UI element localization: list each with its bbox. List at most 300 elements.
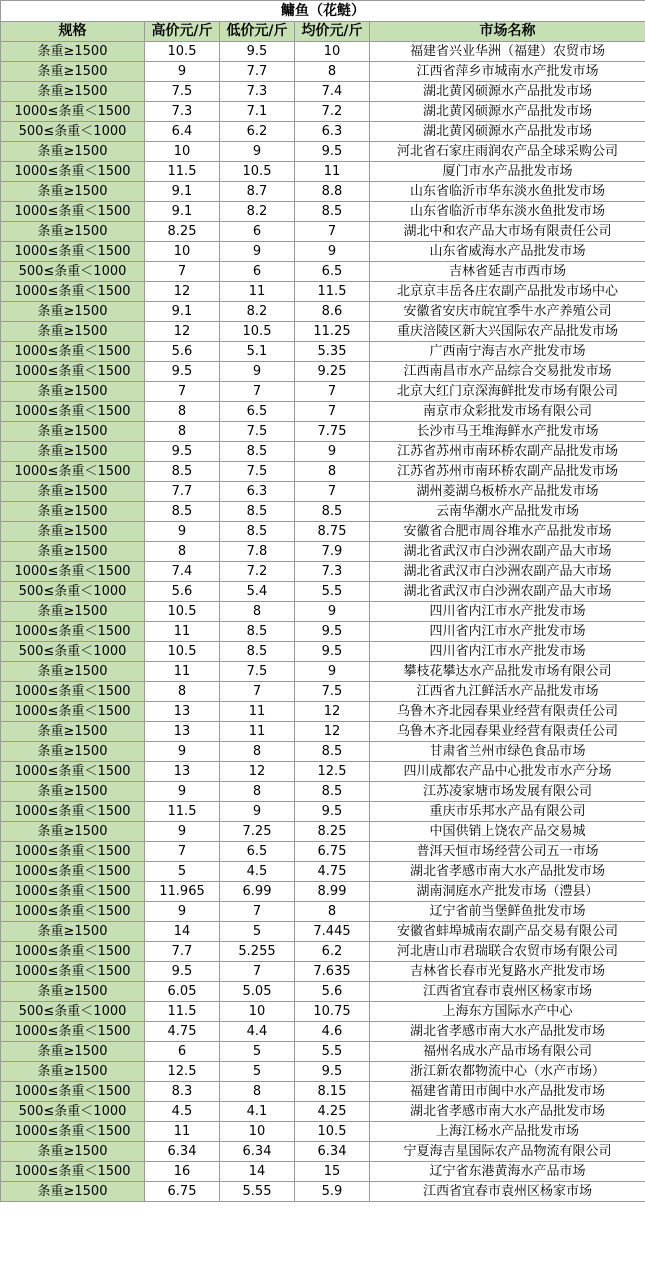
table-row — [1, 422, 645, 442]
high-price-cell: 11.5 — [145, 1002, 220, 1022]
avg-price-cell: 8 — [295, 902, 370, 922]
low-price-cell: 5 — [220, 922, 295, 942]
spec-cell: 条重≥1500 — [1, 662, 145, 682]
market-name-cell: 厦门市水产品批发市场 — [370, 162, 645, 182]
high-price-cell: 5.6 — [145, 582, 220, 602]
spec-cell: 条重≥1500 — [1, 1142, 145, 1162]
market-name-cell: 湖北省孝感市南大水产品批发市场 — [370, 1102, 645, 1122]
spec-cell: 1000≤条重＜1500 — [1, 562, 145, 582]
high-price-cell: 14 — [145, 922, 220, 942]
table-row — [1, 842, 645, 862]
low-price-cell: 5 — [220, 1062, 295, 1082]
market-name-cell: 吉林省长春市光复路水产批发市场 — [370, 962, 645, 982]
table-row — [1, 262, 645, 282]
table-row — [1, 982, 645, 1002]
market-name-cell: 江苏省苏州市南环桥农副产品批发市场 — [370, 462, 645, 482]
table-row — [1, 662, 645, 682]
low-price-cell: 6 — [220, 222, 295, 242]
high-price-cell: 9.1 — [145, 182, 220, 202]
table-row — [1, 482, 645, 502]
table-row — [1, 1082, 645, 1102]
header-high-price: 高价元/斤 — [145, 22, 220, 42]
low-price-cell: 8.7 — [220, 182, 295, 202]
avg-price-cell: 8 — [295, 62, 370, 82]
table-row — [1, 642, 645, 662]
avg-price-cell: 7 — [295, 402, 370, 422]
low-price-cell: 8.5 — [220, 442, 295, 462]
high-price-cell: 9.5 — [145, 362, 220, 382]
high-price-cell: 6.75 — [145, 1182, 220, 1202]
high-price-cell: 8.5 — [145, 462, 220, 482]
market-name-cell: 湖州菱湖乌板桥水产品批发市场 — [370, 482, 645, 502]
high-price-cell: 8 — [145, 422, 220, 442]
table-row — [1, 102, 645, 122]
low-price-cell: 7.8 — [220, 542, 295, 562]
market-name-cell: 浙江新农都物流中心（水产市场） — [370, 1062, 645, 1082]
avg-price-cell: 9.5 — [295, 642, 370, 662]
spec-cell: 500≤条重＜1000 — [1, 122, 145, 142]
spec-cell: 条重≥1500 — [1, 482, 145, 502]
avg-price-cell: 10.5 — [295, 1122, 370, 1142]
table-row — [1, 542, 645, 562]
high-price-cell: 9 — [145, 62, 220, 82]
high-price-cell: 10.5 — [145, 602, 220, 622]
avg-price-cell: 7.2 — [295, 102, 370, 122]
low-price-cell: 9 — [220, 242, 295, 262]
avg-price-cell: 4.75 — [295, 862, 370, 882]
table-row — [1, 342, 645, 362]
low-price-cell: 8 — [220, 1082, 295, 1102]
table-row — [1, 302, 645, 322]
header-low-price: 低价元/斤 — [220, 22, 295, 42]
market-name-cell: 湖北省武汉市白沙洲农副产品大市场 — [370, 582, 645, 602]
spec-cell: 条重≥1500 — [1, 142, 145, 162]
avg-price-cell: 11.25 — [295, 322, 370, 342]
avg-price-cell: 8.75 — [295, 522, 370, 542]
spec-cell: 条重≥1500 — [1, 602, 145, 622]
avg-price-cell: 7 — [295, 382, 370, 402]
low-price-cell: 11 — [220, 282, 295, 302]
low-price-cell: 4.1 — [220, 1102, 295, 1122]
low-price-cell: 8.5 — [220, 522, 295, 542]
low-price-cell: 6.5 — [220, 842, 295, 862]
table-header-row — [1, 22, 645, 42]
table-row — [1, 702, 645, 722]
avg-price-cell: 5.6 — [295, 982, 370, 1002]
low-price-cell: 8 — [220, 602, 295, 622]
table-row — [1, 822, 645, 842]
low-price-cell: 9 — [220, 362, 295, 382]
market-name-cell: 安徽省安庆市皖宜季牛水产养殖公司 — [370, 302, 645, 322]
spec-cell: 500≤条重＜1000 — [1, 642, 145, 662]
table-row — [1, 382, 645, 402]
high-price-cell: 4.75 — [145, 1022, 220, 1042]
avg-price-cell: 8.5 — [295, 782, 370, 802]
avg-price-cell: 10 — [295, 42, 370, 62]
table-row — [1, 1162, 645, 1182]
spec-cell: 条重≥1500 — [1, 1182, 145, 1202]
market-name-cell: 北京大红门京深海鲜批发市场有限公司 — [370, 382, 645, 402]
market-name-cell: 四川成都农产品中心批发市水产分场 — [370, 762, 645, 782]
spec-cell: 条重≥1500 — [1, 822, 145, 842]
table-row — [1, 622, 645, 642]
spec-cell: 1000≤条重＜1500 — [1, 1022, 145, 1042]
table-row — [1, 1142, 645, 1162]
high-price-cell: 7.4 — [145, 562, 220, 582]
market-name-cell: 云南华潮水产品批发市场 — [370, 502, 645, 522]
high-price-cell: 11 — [145, 1122, 220, 1142]
table-row — [1, 82, 645, 102]
table-row — [1, 222, 645, 242]
market-name-cell: 福州名成水产品市场有限公司 — [370, 1042, 645, 1062]
high-price-cell: 7 — [145, 842, 220, 862]
spec-cell: 条重≥1500 — [1, 62, 145, 82]
avg-price-cell: 5.35 — [295, 342, 370, 362]
low-price-cell: 14 — [220, 1162, 295, 1182]
table-row — [1, 1122, 645, 1142]
high-price-cell: 10.5 — [145, 642, 220, 662]
low-price-cell: 7 — [220, 902, 295, 922]
spec-cell: 1000≤条重＜1500 — [1, 242, 145, 262]
market-name-cell: 上海江杨水产品批发市场 — [370, 1122, 645, 1142]
high-price-cell: 7 — [145, 382, 220, 402]
high-price-cell: 9 — [145, 822, 220, 842]
header-avg-price: 均价元/斤 — [295, 22, 370, 42]
high-price-cell: 13 — [145, 762, 220, 782]
table-row — [1, 802, 645, 822]
market-name-cell: 四川省内江市水产批发市场 — [370, 622, 645, 642]
high-price-cell: 6.34 — [145, 1142, 220, 1162]
high-price-cell: 13 — [145, 722, 220, 742]
table-row — [1, 162, 645, 182]
spec-cell: 1000≤条重＜1500 — [1, 762, 145, 782]
avg-price-cell: 8.99 — [295, 882, 370, 902]
spec-cell: 条重≥1500 — [1, 922, 145, 942]
avg-price-cell: 7.3 — [295, 562, 370, 582]
avg-price-cell: 6.5 — [295, 262, 370, 282]
high-price-cell: 4.5 — [145, 1102, 220, 1122]
high-price-cell: 13 — [145, 702, 220, 722]
market-name-cell: 辽宁省东港黄海水产品市场 — [370, 1162, 645, 1182]
low-price-cell: 6.99 — [220, 882, 295, 902]
table-row — [1, 1042, 645, 1062]
market-name-cell: 乌鲁木齐北园春果业经营有限责任公司 — [370, 702, 645, 722]
table-row — [1, 242, 645, 262]
table-title-row — [1, 1, 645, 22]
market-name-cell: 安徽省蚌埠城南农副产品交易有限公司 — [370, 922, 645, 942]
table-row — [1, 782, 645, 802]
market-name-cell: 湖北中和农产品大市场有限责任公司 — [370, 222, 645, 242]
table-row — [1, 282, 645, 302]
high-price-cell: 6 — [145, 1042, 220, 1062]
high-price-cell: 8.3 — [145, 1082, 220, 1102]
avg-price-cell: 9 — [295, 442, 370, 462]
high-price-cell: 8 — [145, 402, 220, 422]
market-name-cell: 湖南洞庭水产批发市场（澧县） — [370, 882, 645, 902]
avg-price-cell: 8.25 — [295, 822, 370, 842]
market-name-cell: 河北省石家庄雨润农产品全球采购公司 — [370, 142, 645, 162]
high-price-cell: 8.5 — [145, 502, 220, 522]
low-price-cell: 5.05 — [220, 982, 295, 1002]
table-row — [1, 962, 645, 982]
table-row — [1, 742, 645, 762]
spec-cell: 1000≤条重＜1500 — [1, 1082, 145, 1102]
table-row — [1, 562, 645, 582]
market-name-cell: 江苏凌家塘市场发展有限公司 — [370, 782, 645, 802]
avg-price-cell: 8.5 — [295, 742, 370, 762]
spec-cell: 条重≥1500 — [1, 222, 145, 242]
high-price-cell: 9 — [145, 742, 220, 762]
spec-cell: 条重≥1500 — [1, 1042, 145, 1062]
spec-cell: 条重≥1500 — [1, 722, 145, 742]
spec-cell: 1000≤条重＜1500 — [1, 342, 145, 362]
market-name-cell: 江西省宜春市袁州区杨家市场 — [370, 1182, 645, 1202]
avg-price-cell: 8.6 — [295, 302, 370, 322]
table-row — [1, 1182, 645, 1202]
low-price-cell: 9 — [220, 802, 295, 822]
low-price-cell: 5.255 — [220, 942, 295, 962]
avg-price-cell: 8.5 — [295, 202, 370, 222]
market-name-cell: 南京市众彩批发市场有限公司 — [370, 402, 645, 422]
high-price-cell: 16 — [145, 1162, 220, 1182]
market-name-cell: 湖北省孝感市南大水产品批发市场 — [370, 1022, 645, 1042]
high-price-cell: 7.7 — [145, 482, 220, 502]
high-price-cell: 7.7 — [145, 942, 220, 962]
low-price-cell: 7.2 — [220, 562, 295, 582]
avg-price-cell: 12 — [295, 702, 370, 722]
spec-cell: 500≤条重＜1000 — [1, 582, 145, 602]
table-row — [1, 62, 645, 82]
spec-cell: 1000≤条重＜1500 — [1, 942, 145, 962]
low-price-cell: 5.1 — [220, 342, 295, 362]
market-name-cell: 湖北省武汉市白沙洲农副产品大市场 — [370, 562, 645, 582]
spec-cell: 1000≤条重＜1500 — [1, 1122, 145, 1142]
market-name-cell: 湖北黄冈硕源水产品批发市场 — [370, 102, 645, 122]
table-row — [1, 42, 645, 62]
market-name-cell: 四川省内江市水产批发市场 — [370, 602, 645, 622]
avg-price-cell: 7 — [295, 222, 370, 242]
market-name-cell: 湖北省孝感市南大水产品批发市场 — [370, 862, 645, 882]
market-name-cell: 重庆市乐邦水产品有限公司 — [370, 802, 645, 822]
avg-price-cell: 9.5 — [295, 1062, 370, 1082]
table-row — [1, 402, 645, 422]
market-name-cell: 江西省九江鲜活水产品批发市场 — [370, 682, 645, 702]
low-price-cell: 6 — [220, 262, 295, 282]
high-price-cell: 12 — [145, 282, 220, 302]
table-row — [1, 582, 645, 602]
spec-cell: 条重≥1500 — [1, 42, 145, 62]
market-name-cell: 上海东方国际水产中心 — [370, 1002, 645, 1022]
spec-cell: 500≤条重＜1000 — [1, 1002, 145, 1022]
avg-price-cell: 6.75 — [295, 842, 370, 862]
low-price-cell: 6.34 — [220, 1142, 295, 1162]
table-title: 鳙鱼（花鲢） — [1, 1, 645, 22]
spec-cell: 条重≥1500 — [1, 542, 145, 562]
table-row — [1, 862, 645, 882]
avg-price-cell: 9 — [295, 242, 370, 262]
low-price-cell: 7 — [220, 962, 295, 982]
avg-price-cell: 12 — [295, 722, 370, 742]
high-price-cell: 7 — [145, 262, 220, 282]
avg-price-cell: 9.5 — [295, 802, 370, 822]
avg-price-cell: 6.2 — [295, 942, 370, 962]
spec-cell: 1000≤条重＜1500 — [1, 862, 145, 882]
low-price-cell: 7 — [220, 382, 295, 402]
table-row — [1, 882, 645, 902]
market-name-cell: 吉林省延吉市西市场 — [370, 262, 645, 282]
spec-cell: 1000≤条重＜1500 — [1, 362, 145, 382]
table-row — [1, 1002, 645, 1022]
high-price-cell: 8.25 — [145, 222, 220, 242]
market-name-cell: 山东省临沂市华东淡水鱼批发市场 — [370, 202, 645, 222]
low-price-cell: 8.2 — [220, 302, 295, 322]
avg-price-cell: 11.5 — [295, 282, 370, 302]
spec-cell: 1000≤条重＜1500 — [1, 802, 145, 822]
avg-price-cell: 6.3 — [295, 122, 370, 142]
avg-price-cell: 7.4 — [295, 82, 370, 102]
low-price-cell: 9.5 — [220, 42, 295, 62]
high-price-cell: 10 — [145, 242, 220, 262]
high-price-cell: 9.1 — [145, 302, 220, 322]
table-row — [1, 762, 645, 782]
market-name-cell: 福建省兴业华洲（福建）农贸市场 — [370, 42, 645, 62]
avg-price-cell: 9 — [295, 662, 370, 682]
market-name-cell: 山东省临沂市华东淡水鱼批发市场 — [370, 182, 645, 202]
high-price-cell: 9 — [145, 522, 220, 542]
avg-price-cell: 8.15 — [295, 1082, 370, 1102]
high-price-cell: 9 — [145, 782, 220, 802]
market-name-cell: 江西省萍乡市城南水产批发市场 — [370, 62, 645, 82]
spec-cell: 500≤条重＜1000 — [1, 1102, 145, 1122]
spec-cell: 1000≤条重＜1500 — [1, 622, 145, 642]
high-price-cell: 6.05 — [145, 982, 220, 1002]
avg-price-cell: 7.75 — [295, 422, 370, 442]
low-price-cell: 6.2 — [220, 122, 295, 142]
low-price-cell: 7.3 — [220, 82, 295, 102]
spec-cell: 1000≤条重＜1500 — [1, 102, 145, 122]
low-price-cell: 7.25 — [220, 822, 295, 842]
market-name-cell: 北京京丰岳各庄农副产品批发市场中心 — [370, 282, 645, 302]
avg-price-cell: 7.635 — [295, 962, 370, 982]
low-price-cell: 7.1 — [220, 102, 295, 122]
avg-price-cell: 9.25 — [295, 362, 370, 382]
low-price-cell: 11 — [220, 722, 295, 742]
high-price-cell: 10.5 — [145, 42, 220, 62]
low-price-cell: 8 — [220, 742, 295, 762]
avg-price-cell: 11 — [295, 162, 370, 182]
avg-price-cell: 4.6 — [295, 1022, 370, 1042]
market-name-cell: 长沙市马王堆海鲜水产批发市场 — [370, 422, 645, 442]
market-name-cell: 广西南宁海吉水产批发市场 — [370, 342, 645, 362]
avg-price-cell: 15 — [295, 1162, 370, 1182]
market-name-cell: 江西省宜春市袁州区杨家市场 — [370, 982, 645, 1002]
high-price-cell: 7.5 — [145, 82, 220, 102]
avg-price-cell: 5.9 — [295, 1182, 370, 1202]
high-price-cell: 11.965 — [145, 882, 220, 902]
market-name-cell: 重庆涪陵区新大兴国际农产品批发市场 — [370, 322, 645, 342]
low-price-cell: 8.5 — [220, 642, 295, 662]
market-name-cell: 安徽省合肥市周谷堆水产品批发市场 — [370, 522, 645, 542]
market-name-cell: 四川省内江市水产批发市场 — [370, 642, 645, 662]
high-price-cell: 9 — [145, 902, 220, 922]
spec-cell: 条重≥1500 — [1, 1062, 145, 1082]
low-price-cell: 5 — [220, 1042, 295, 1062]
market-name-cell: 宁夏海吉星国际农产品物流有限公司 — [370, 1142, 645, 1162]
high-price-cell: 11.5 — [145, 802, 220, 822]
low-price-cell: 7.5 — [220, 462, 295, 482]
high-price-cell: 5.6 — [145, 342, 220, 362]
low-price-cell: 10 — [220, 1122, 295, 1142]
spec-cell: 条重≥1500 — [1, 742, 145, 762]
spec-cell: 1000≤条重＜1500 — [1, 402, 145, 422]
table-row — [1, 922, 645, 942]
table-row — [1, 722, 645, 742]
spec-cell: 1000≤条重＜1500 — [1, 202, 145, 222]
low-price-cell: 7 — [220, 682, 295, 702]
table-row — [1, 322, 645, 342]
low-price-cell: 6.3 — [220, 482, 295, 502]
avg-price-cell: 6.34 — [295, 1142, 370, 1162]
low-price-cell: 5.4 — [220, 582, 295, 602]
market-name-cell: 湖北黄冈硕源水产品批发市场 — [370, 122, 645, 142]
spec-cell: 1000≤条重＜1500 — [1, 902, 145, 922]
low-price-cell: 8.5 — [220, 622, 295, 642]
spec-cell: 条重≥1500 — [1, 502, 145, 522]
high-price-cell: 8 — [145, 682, 220, 702]
low-price-cell: 8.5 — [220, 502, 295, 522]
low-price-cell: 4.5 — [220, 862, 295, 882]
spec-cell: 1000≤条重＜1500 — [1, 282, 145, 302]
avg-price-cell: 9.5 — [295, 142, 370, 162]
high-price-cell: 12.5 — [145, 1062, 220, 1082]
avg-price-cell: 8.5 — [295, 502, 370, 522]
spec-cell: 条重≥1500 — [1, 442, 145, 462]
spec-cell: 条重≥1500 — [1, 82, 145, 102]
market-name-cell: 江西南昌市水产品综合交易批发市场 — [370, 362, 645, 382]
table-row — [1, 1022, 645, 1042]
table-row — [1, 942, 645, 962]
low-price-cell: 6.5 — [220, 402, 295, 422]
spec-cell: 1000≤条重＜1500 — [1, 1162, 145, 1182]
table-row — [1, 122, 645, 142]
market-name-cell: 辽宁省前当堡鲜鱼批发市场 — [370, 902, 645, 922]
low-price-cell: 5.55 — [220, 1182, 295, 1202]
low-price-cell: 8.2 — [220, 202, 295, 222]
high-price-cell: 9.1 — [145, 202, 220, 222]
market-name-cell: 福建省莆田市闽中水产品批发市场 — [370, 1082, 645, 1102]
high-price-cell: 9.5 — [145, 962, 220, 982]
header-market-name: 市场名称 — [370, 22, 645, 42]
avg-price-cell: 8 — [295, 462, 370, 482]
avg-price-cell: 4.25 — [295, 1102, 370, 1122]
avg-price-cell: 12.5 — [295, 762, 370, 782]
table-row — [1, 1102, 645, 1122]
high-price-cell: 11.5 — [145, 162, 220, 182]
market-name-cell: 河北唐山市君瑞联合农贸市场有限公司 — [370, 942, 645, 962]
high-price-cell: 11 — [145, 622, 220, 642]
high-price-cell: 12 — [145, 322, 220, 342]
table-row — [1, 502, 645, 522]
table-row — [1, 202, 645, 222]
avg-price-cell: 5.5 — [295, 582, 370, 602]
table-row — [1, 442, 645, 462]
spec-cell: 1000≤条重＜1500 — [1, 162, 145, 182]
spec-cell: 条重≥1500 — [1, 182, 145, 202]
high-price-cell: 6.4 — [145, 122, 220, 142]
avg-price-cell: 5.5 — [295, 1042, 370, 1062]
avg-price-cell: 10.75 — [295, 1002, 370, 1022]
market-name-cell: 湖北黄冈硕源水产品批发市场 — [370, 82, 645, 102]
